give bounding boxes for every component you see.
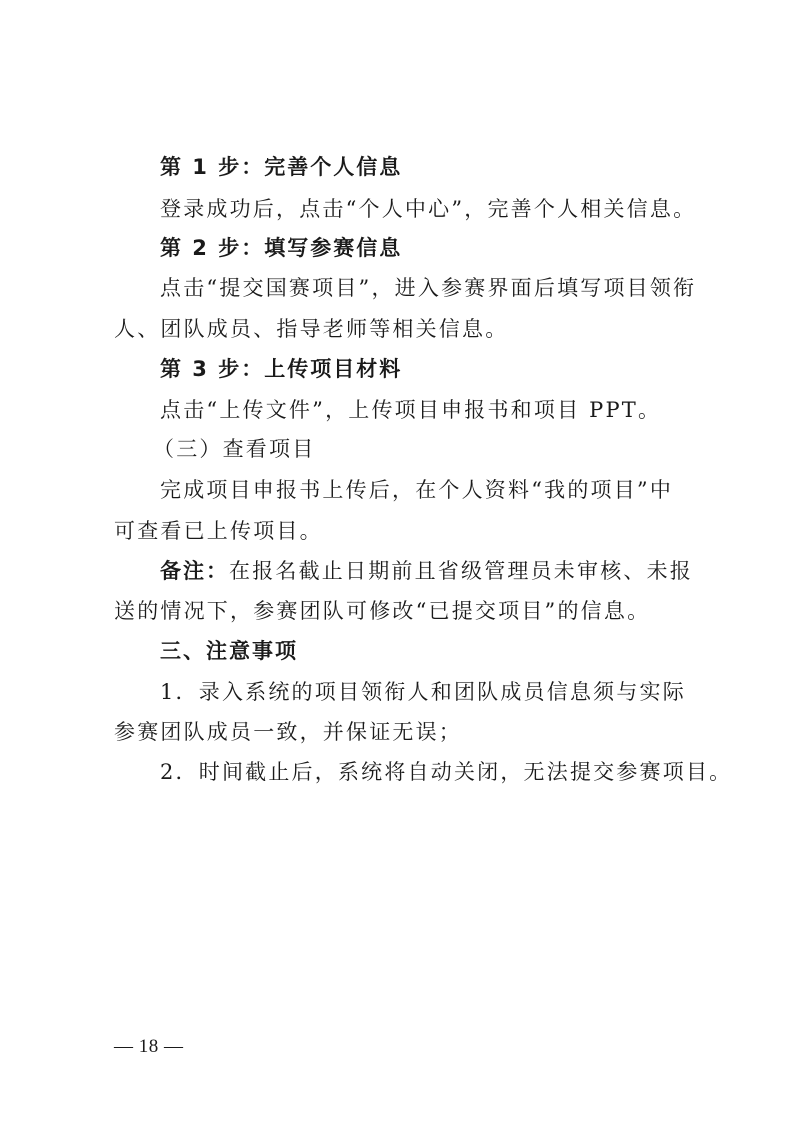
remark-line1: [160, 556, 740, 586]
notes-item2: 2．时间截止后，系统将自动关闭，无法提交参赛项目。: [160, 760, 733, 784]
notes-item1-line2: 参赛团队成员一致，并保证无误；: [114, 720, 462, 744]
step2-text-line2: 人、团队成员、指导老师等相关信息。: [114, 317, 509, 341]
step1-heading: 第 1 步：完善个人信息: [160, 155, 403, 179]
remark-text-line1: 在报名截止日期前且省级管理员未审核、未报: [229, 559, 693, 583]
page-number: — 18 —: [114, 1036, 184, 1057]
notes-item1-line1: 1．录入系统的项目领衔人和团队成员信息须与实际: [160, 680, 686, 704]
notes-heading: 三、注意事项: [160, 639, 298, 663]
view-project-heading: （三）查看项目: [153, 437, 316, 461]
remark-label: 备注：: [160, 559, 229, 583]
view-project-text-line2: 可查看已上传项目。: [114, 519, 323, 543]
step2-text-line1: 点击“提交国赛项目”，进入参赛界面后填写项目领衔: [160, 276, 697, 300]
step2-heading: 第 2 步：填写参赛信息: [160, 236, 403, 260]
step3-heading: 第 3 步：上传项目材料: [160, 357, 403, 381]
view-project-text-line1: 完成项目申报书上传后，在个人资料“我的项目”中: [160, 478, 674, 502]
step3-text: 点击“上传文件”，上传项目申报书和项目 PPT。: [160, 398, 662, 422]
step1-text: 登录成功后，点击“个人中心”，完善个人相关信息。: [160, 197, 697, 221]
remark-text-line2: 送的情况下，参赛团队可修改“已提交项目”的信息。: [114, 599, 651, 623]
